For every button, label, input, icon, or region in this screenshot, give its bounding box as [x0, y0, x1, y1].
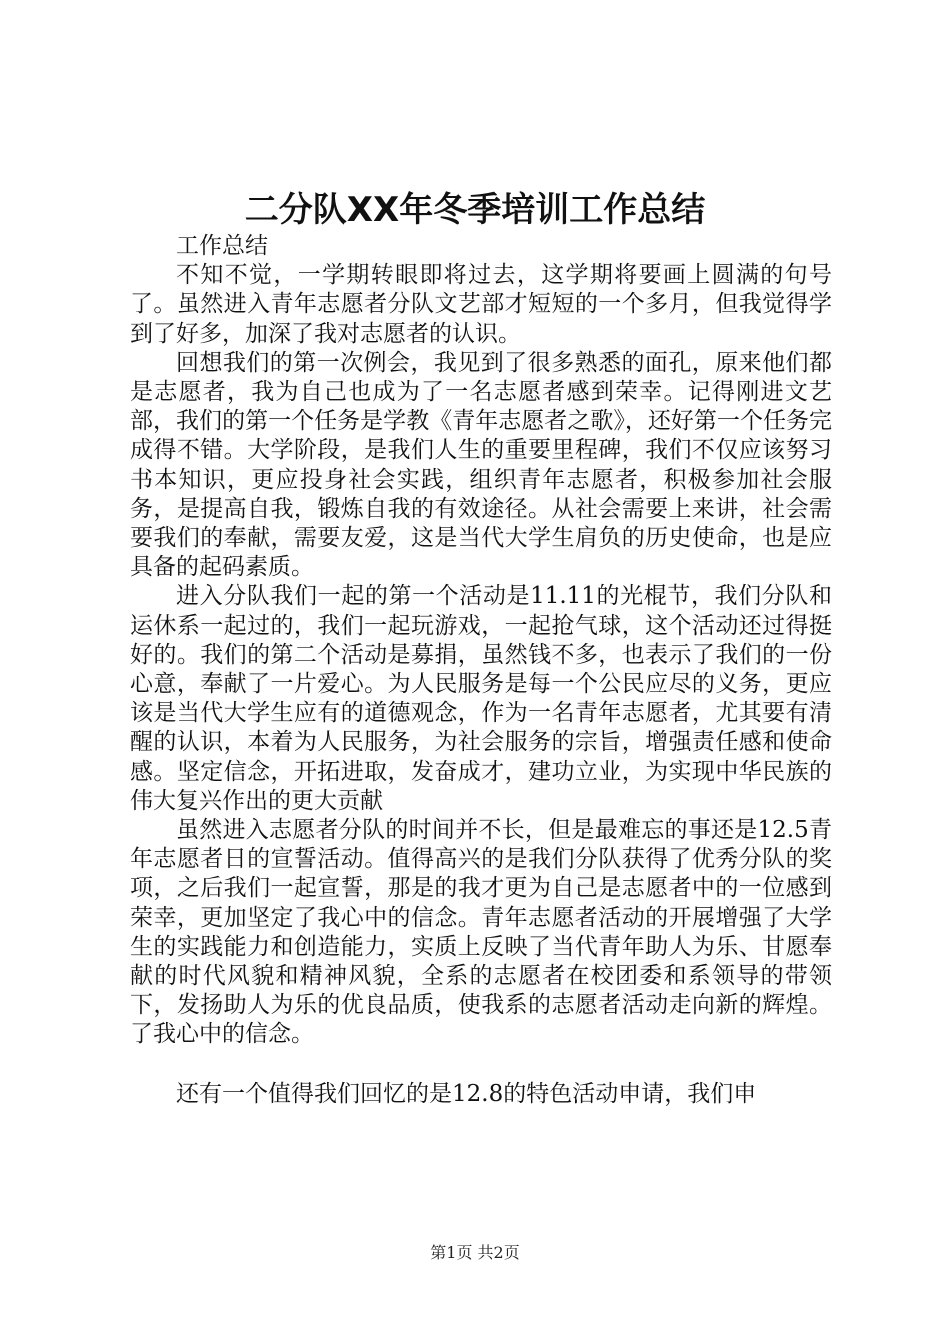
- document-subheading: 工作总结: [176, 233, 268, 259]
- paragraph-5: 还有一个值得我们回忆的是12.8的特色活动申请，我们申: [176, 1080, 757, 1107]
- paragraph-1: 不知不觉，一学期转眼即将过去，这学期将要画上圆满的句号了。虽然进入青年志愿者分队文艺部才短短的一个多月，但我觉得学到了好多，加深了我对志愿者的认识。: [130, 262, 832, 347]
- document-body: [130, 232, 832, 1109]
- page-footer: 第1页 共2页: [430, 1243, 520, 1262]
- paragraph-2: 回想我们的第一次例会，我见到了很多熟悉的面孔，原来他们都是志愿者，我为自己也成为了一名志愿者感到荣幸。记得刚进文艺部，我们的第一个任务是学教《青年志愿者之歌》，还好第一个任务完成得不错。大学阶段，是我们人生的重要里程碑，我们不仅应该努习书本知识，更应投身社会实践，组织青年志愿者，积极参加社会服务，是提高自我，锻炼自我的有效途径。从社会需要上来讲，社会需要我们的奉献，需要友爱，这是当代大学生肩负的历史使命，也是应具备的起码素质。: [130, 349, 832, 581]
- paragraph-3: 进入分队我们一起的第一个活动是11.11的光棍节，我们分队和运休系一起过的，我们一起玩游戏，一起抢气球，这个活动还过得挺好的。我们的第二个活动是募捐，虽然钱不多，也表示了我们的一份心意，奉献了一片爱心。为人民服务是每一个公民应尽的义务，更应该是当代大学生应有的道德观念，作为一名青年志愿者，尤其要有清醒的认识，本着为人民服务，为社会服务的宗旨，增强责任感和使命感。坚定信念，开拓进取，发奋成才，建功立业，为实现中华民族的伟大复兴作出的更大贡献: [130, 583, 832, 814]
- document-title: 二分队XX年冬季培训工作总结: [244, 190, 706, 230]
- paragraph-4: 虽然进入志愿者分队的时间并不长，但是最难忘的事还是12.5青年志愿者日的宣誓活动。值得高兴的是我们分队获得了优秀分队的奖项，之后我们一起宣誓，那是的我才更为自己是志愿者中的一位感到荣幸，更加坚定了我心中的信念。青年志愿者活动的开展增强了大学生的实践能力和创造能力，实质上反映了当代青年助人为乐、甘愿奉献的时代风貌和精神风貌，全系的志愿者在校团委和系领导的带领下，发扬助人为乐的优良品质，使我系的志愿者活动走向新的辉煌。了我心中的信念。: [130, 817, 832, 1048]
